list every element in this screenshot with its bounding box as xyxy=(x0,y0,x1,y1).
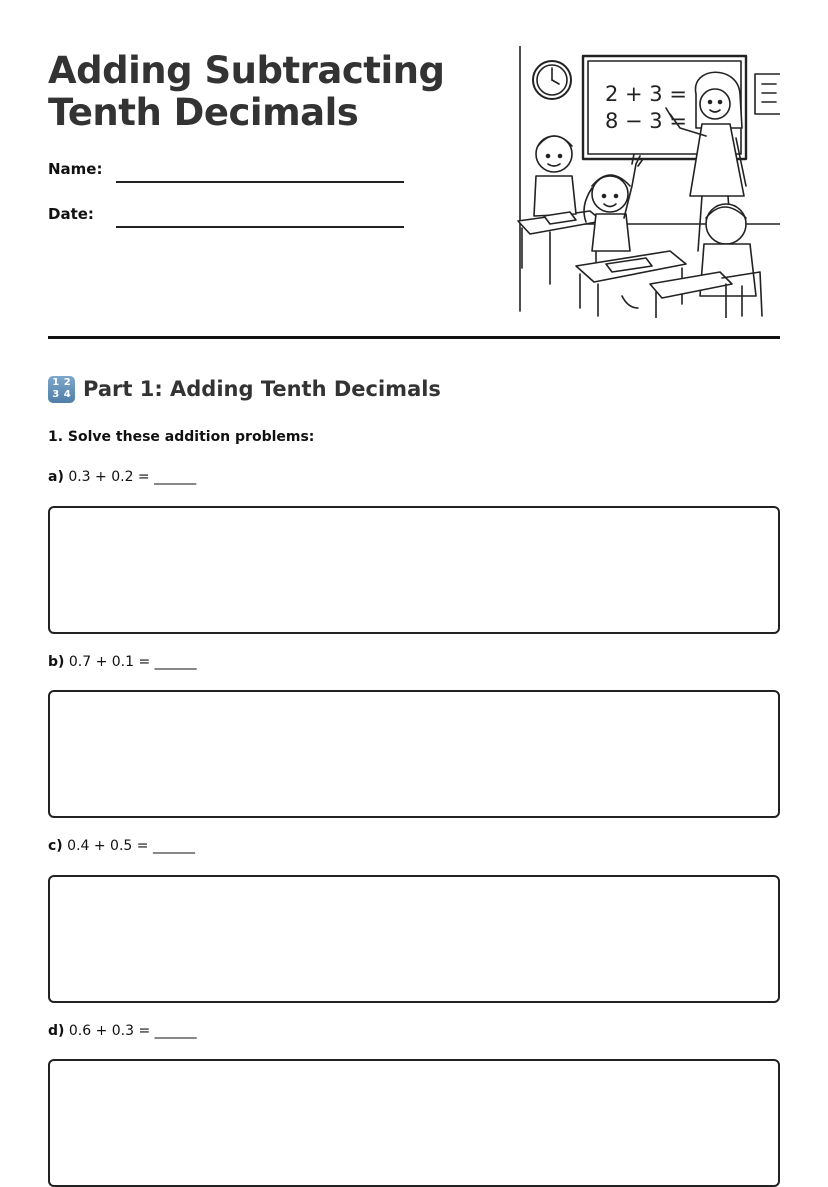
date-label: Date: xyxy=(48,205,94,223)
worksheet-title xyxy=(48,50,488,134)
part1-instruction: 1. Solve these addition problems: xyxy=(48,429,315,445)
name-label: Name: xyxy=(48,160,103,178)
title-line-2: Tenth Decimals xyxy=(48,91,359,134)
clock-icon xyxy=(533,61,571,99)
problem-letter: d) xyxy=(48,1023,65,1039)
problem-expression: 0.3 + 0.2 = ______ xyxy=(68,469,197,485)
problem-expression: 0.7 + 0.1 = ______ xyxy=(68,654,197,670)
board-line-2: 8 − 3 = xyxy=(605,109,687,133)
name-field[interactable] xyxy=(48,160,408,190)
header-divider xyxy=(48,336,780,339)
answer-box-b[interactable] xyxy=(48,690,780,818)
part1-heading xyxy=(48,374,441,404)
title-line-1: Adding Subtracting xyxy=(48,49,445,92)
classroom-illustration xyxy=(510,46,780,318)
answer-box-d[interactable] xyxy=(48,1059,780,1187)
input-numbers-icon: 1 2 3 4 xyxy=(48,376,75,403)
date-line[interactable] xyxy=(116,226,404,228)
date-field[interactable] xyxy=(48,205,408,235)
part1-title: Part 1: Adding Tenth Decimals xyxy=(83,377,441,401)
board-line-1: 2 + 3 = xyxy=(605,82,687,106)
problem-b xyxy=(48,654,197,670)
name-line[interactable] xyxy=(116,181,404,183)
answer-box-c[interactable] xyxy=(48,875,780,1003)
problem-letter: c) xyxy=(48,838,63,854)
problem-c xyxy=(48,838,195,854)
problem-expression: 0.4 + 0.5 = ______ xyxy=(67,838,195,854)
problem-d xyxy=(48,1023,197,1039)
problem-letter: a) xyxy=(48,469,64,485)
problem-a xyxy=(48,469,196,485)
problem-letter: b) xyxy=(48,654,65,670)
problem-expression: 0.6 + 0.3 = ______ xyxy=(68,1023,197,1039)
answer-box-a[interactable] xyxy=(48,506,780,634)
